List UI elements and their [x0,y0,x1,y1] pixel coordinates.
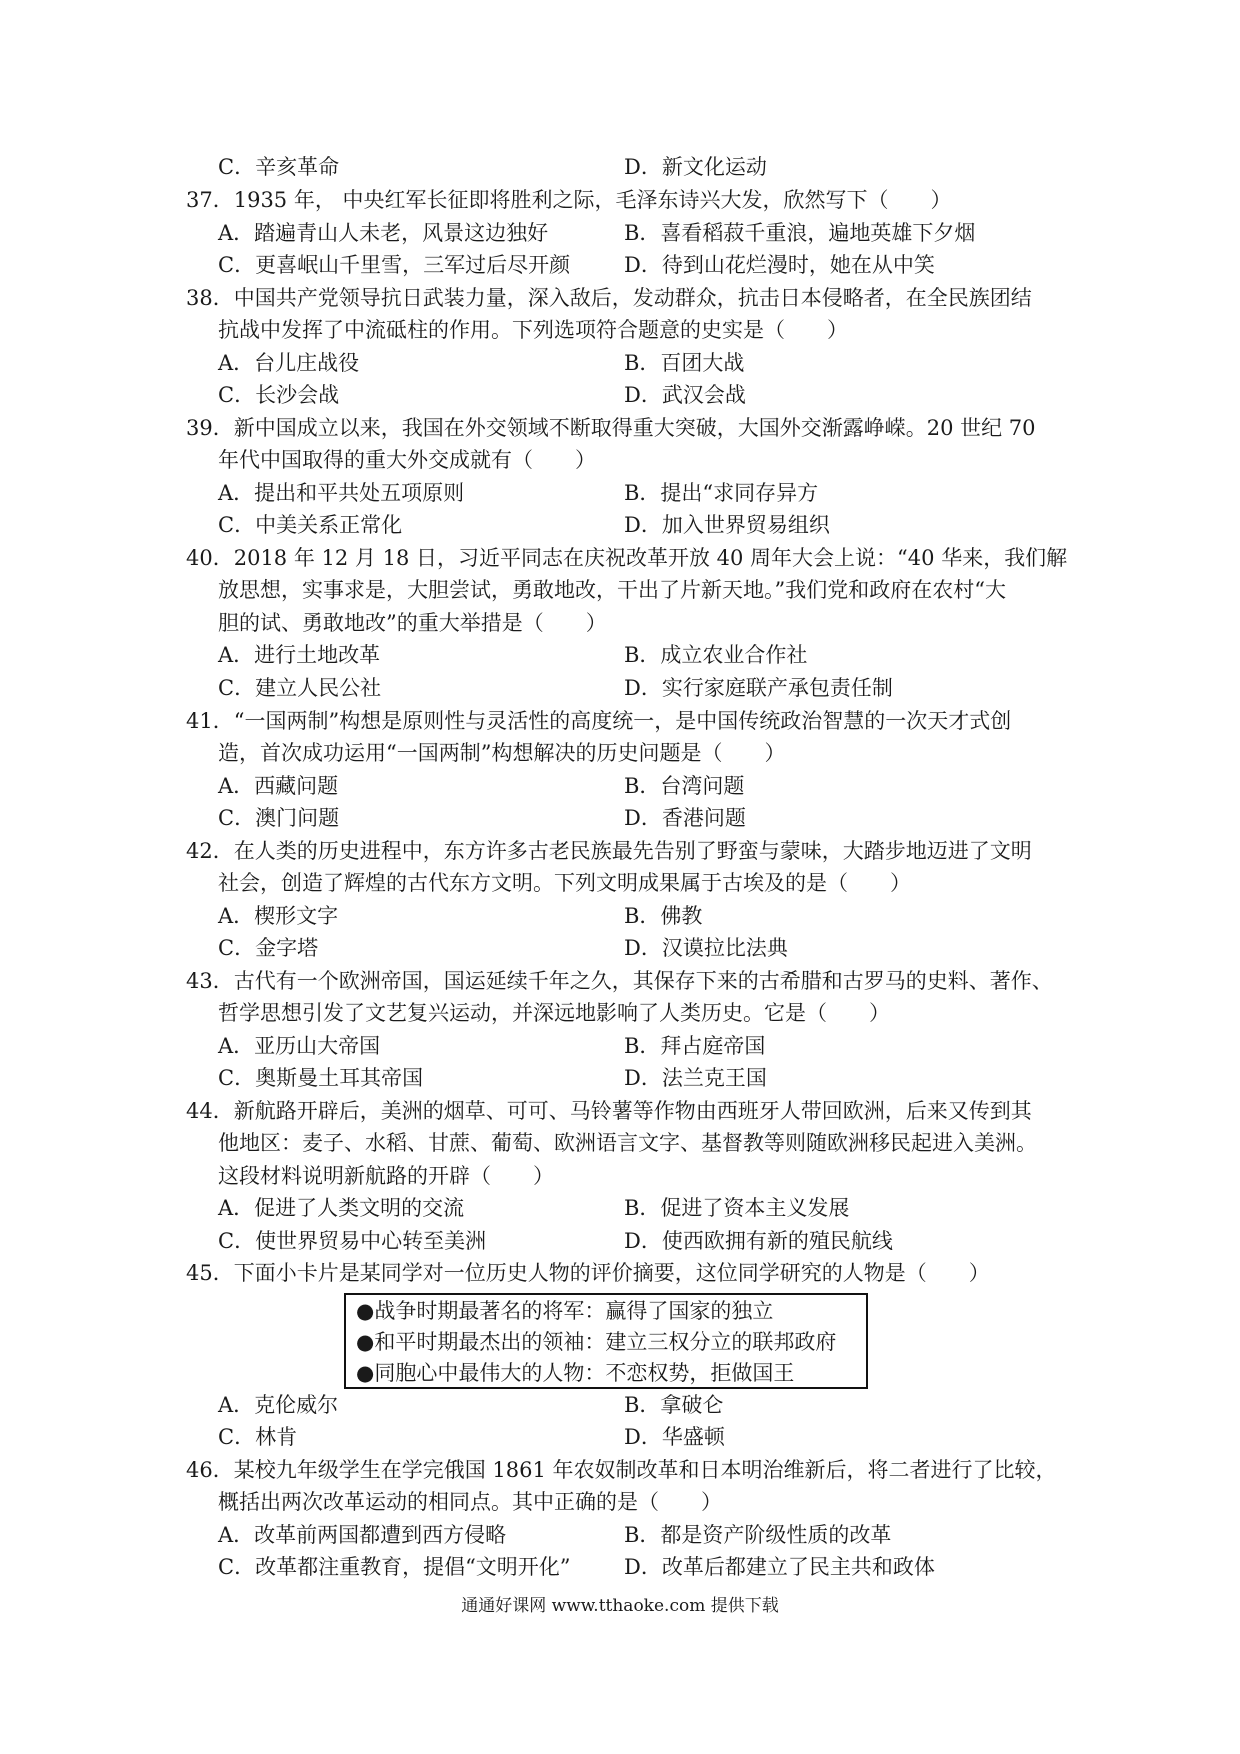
q40-stem-line1: 40．2018 年 12 月 18 日，习近平同志在庆祝改革开放 40 周年大会上说：“40 华来，我们解 [186,546,1068,570]
q46-option-d: D．改革后都建立了民主共和政体 [624,1555,935,1579]
q38-option-a: A．台儿庄战役 [218,351,360,375]
q41-stem-line2: 造，首次成功运用“一国两制”构想解决的历史问题是（ ） [218,741,786,765]
q40-stem-line2: 放思想，实事求是，大胆尝试，勇敢地改，干出了片新天地。”我们党和政府在农村“大 [218,578,1006,602]
q44-stem-line3: 这段材料说明新航路的开辟（ ） [218,1164,554,1188]
q41-stem-line1: 41．“一国两制”构想是原则性与灵活性的高度统一，是中国传统政治智慧的一次天才式创 [186,709,1012,733]
q42-option-d: D．汉谟拉比法典 [624,936,788,960]
q38-option-c: C．长沙会战 [218,383,340,407]
q36-option-c: C．辛亥革命 [218,155,340,179]
q43-stem-line1: 43．古代有一个欧洲帝国，国运延续千年之久，其保存下来的古希腊和古罗马的史料、著作、 [186,969,1053,993]
q44-option-a: A．促进了人类文明的交流 [218,1196,465,1220]
q45-card-line3: ●同胞心中最伟大的人物：不恋权势，拒做国王 [356,1360,795,1385]
q39-option-a: A．提出和平共处五项原则 [218,481,465,505]
q40-option-b: B．成立农业合作社 [624,643,808,667]
q37-stem: 37．1935 年， 中央红军长征即将胜利之际，毛泽东诗兴大发，欣然写下（ ） [186,188,952,212]
q37-option-a: A．踏遍青山人未老，风景这边独好 [218,221,549,245]
q38-stem-line2: 抗战中发挥了中流砥柱的作用。下列选项符合题意的史实是（ ） [218,318,848,342]
q45-card-line2: ●和平时期最杰出的领袖：建立三权分立的联邦政府 [356,1329,837,1354]
q45-card-line1: ●战争时期最著名的将军：赢得了国家的独立 [356,1298,774,1323]
q38-option-b: B．百团大战 [624,351,745,375]
q39-option-c: C．中美关系正常化 [218,513,403,537]
q46-stem-line2: 概括出两次改革运动的相同点。其中正确的是（ ） [218,1490,722,1514]
q46-option-c: C．改革都注重教育，提倡“文明开化” [218,1555,571,1579]
q45-option-c: C．林肯 [218,1425,298,1449]
q43-option-b: B．拜占庭帝国 [624,1034,766,1058]
q44-stem-line1: 44．新航路开辟后，美洲的烟草、可可、马铃薯等作物由西班牙人带回欧洲，后来又传到其 [186,1099,1032,1123]
q42-option-c: C．金字塔 [218,936,319,960]
q43-option-c: C．奥斯曼土耳其帝国 [218,1066,424,1090]
q44-option-b: B．促进了资本主义发展 [624,1196,850,1220]
q41-option-d: D．香港问题 [624,806,746,830]
q42-stem-line1: 42．在人类的历史进程中，东方许多古老民族最先告别了野蛮与蒙味，大踏步地迈进了文明 [186,839,1032,863]
q39-stem-line2: 年代中国取得的重大外交成就有（ ） [218,448,596,472]
q43-option-d: D．法兰克王国 [624,1066,767,1090]
page-footer: 通通好课网 www.tthaoke.com 提供下载 [461,1596,779,1616]
q46-stem-line1: 46．某校九年级学生在学完俄国 1861 年农奴制改革和日本明治维新后，将二者进行了比较， [186,1458,1057,1482]
q37-option-d: D．待到山花烂漫时，她在从中笑 [624,253,935,277]
q41-option-b: B．台湾问题 [624,774,745,798]
q40-option-c: C．建立人民公社 [218,676,382,700]
q38-option-d: D．武汉会战 [624,383,746,407]
q41-option-a: A．西藏问题 [218,774,339,798]
q43-stem-line2: 哲学思想引发了文艺复兴运动，并深远地影响了人类历史。它是（ ） [218,1001,890,1025]
q38-stem-line1: 38．中国共产党领导抗日武装力量，深入敌后，发动群众，抗击日本侵略者，在全民族团结 [186,286,1032,310]
q45-info-card [344,1293,868,1389]
q45-option-b: B．拿破仑 [624,1393,724,1417]
q45-option-a: A．克伦威尔 [218,1393,339,1417]
q37-option-b: B．喜看稻菽千重浪，遍地英雄下夕烟 [624,221,976,245]
q44-option-c: C．使世界贸易中心转至美洲 [218,1229,487,1253]
q43-option-a: A．亚历山大帝国 [218,1034,381,1058]
q42-option-a: A．楔形文字 [218,904,339,928]
q39-option-b: B．提出“求同存异方 [624,481,819,505]
q44-stem-line2: 他地区：麦子、水稻、甘蔗、葡萄、欧洲语言文字、基督教等则随欧洲移民起进入美洲。 [218,1131,1037,1155]
q42-stem-line2: 社会，创造了辉煌的古代东方文明。下列文明成果属于古埃及的是（ ） [218,871,911,895]
q39-option-d: D．加入世界贸易组织 [624,513,830,537]
q46-option-a: A．改革前两国都遭到西方侵略 [218,1523,507,1547]
q46-option-b: B．都是资产阶级性质的改革 [624,1523,892,1547]
q40-option-d: D．实行家庭联产承包责任制 [624,676,893,700]
q37-option-c: C．更喜岷山千里雪，三军过后尽开颜 [218,253,571,277]
q40-option-a: A．进行土地改革 [218,643,381,667]
q41-option-c: C．澳门问题 [218,806,340,830]
q42-option-b: B．佛教 [624,904,703,928]
q39-stem-line1: 39．新中国成立以来，我国在外交领域不断取得重大突破，大国外交渐露峥嵘。20 世纪 70 [186,416,1036,440]
q40-stem-line3: 胆的试、勇敢地改”的重大举措是（ ） [218,611,607,635]
q45-option-d: D．华盛顿 [624,1425,725,1449]
q36-option-d: D．新文化运动 [624,155,767,179]
q44-option-d: D．使西欧拥有新的殖民航线 [624,1229,893,1253]
q45-stem: 45．下面小卡片是某同学对一位历史人物的评价摘要，这位同学研究的人物是（ ） [186,1261,990,1285]
